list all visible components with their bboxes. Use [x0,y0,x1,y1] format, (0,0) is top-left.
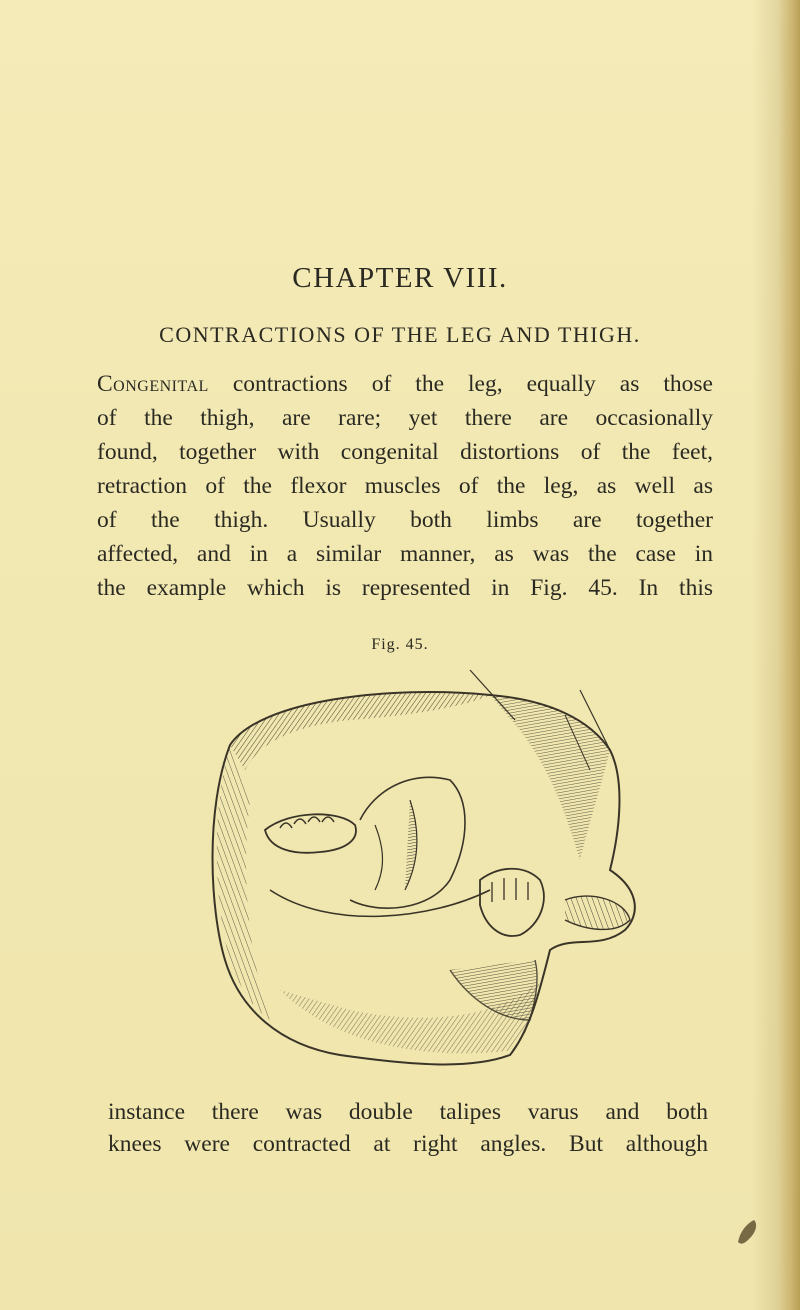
paragraph-2 [108,1096,708,1160]
paragraph-2-line: knees were contracted at right angles. But although [108,1131,708,1157]
paragraph-1-line: affected, and in a similar manner, as was the case in [97,541,713,567]
figure-illustration [170,660,660,1080]
right-hand [480,869,544,936]
figure-caption: Fig. 45. [371,636,429,653]
paragraph-1 [97,367,713,605]
lead-word: Congenital [97,371,209,397]
paragraph-1-line: found, together with congenital distortions of the feet, [97,439,713,465]
ink-blot-mark [728,1212,768,1252]
paragraph-2-line: instance there was double talipes varus and both [108,1099,708,1125]
chapter-heading: CHAPTER VIII. [292,262,508,294]
page-edge-shadow [778,0,800,1310]
paragraph-1-line: Congenital contractions of the leg, equally as those [97,371,713,397]
paragraph-1-line: the example which is represented in Fig. 45. In this [97,575,713,601]
left-foot [265,814,356,852]
paragraph-1-line: retraction of the flexor muscles of the leg, as well as [97,473,713,499]
chapter-title: CONTRACTIONS OF THE LEG AND THIGH. [159,322,641,347]
paragraph-1-line: of the thigh, are rare; yet there are occasionally [97,405,713,431]
paragraph-1-line: of the thigh. Usually both limbs are together [97,507,713,533]
